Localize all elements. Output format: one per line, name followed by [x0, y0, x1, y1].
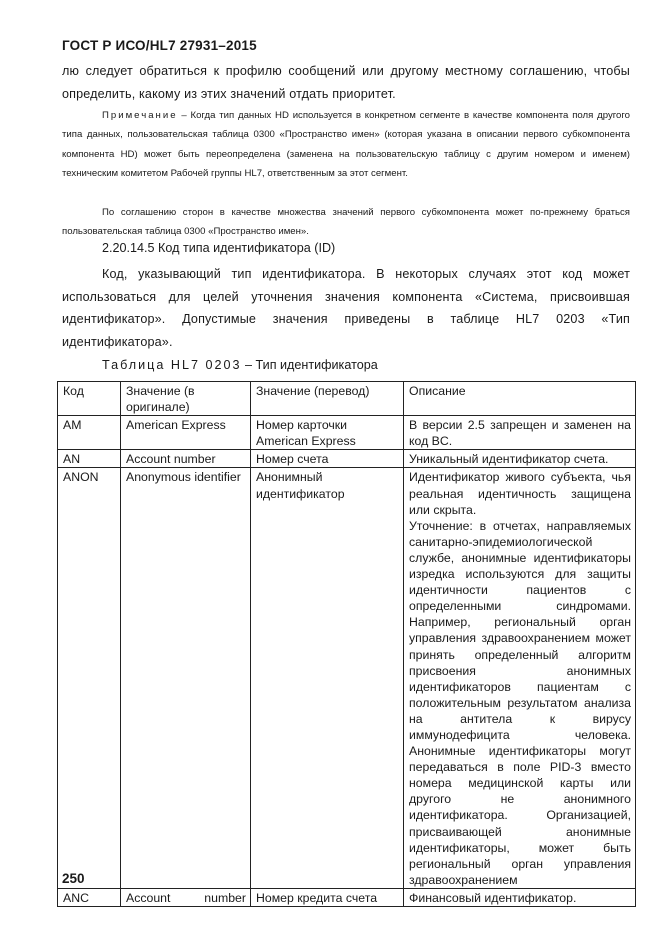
section-heading	[102, 241, 335, 255]
note-text: Когда тип данных HD используется в конкретном сегменте в качестве компонента поля другого типа данных, пользовательская таблица 0300 «Пространство имен» (которая указана в описании первого субкомпонента компонента HD) может быть переопределена (заменена на пользовательскую таблицу с другим номером и именем) техническим комитетом Рабочей группы HL7, ответственным за этот сегмент.	[62, 110, 630, 179]
cell-code: ANON	[58, 468, 121, 888]
cell-description	[404, 468, 636, 888]
column-header-code: Код	[58, 382, 121, 416]
cell-translation: Номер счета	[251, 450, 404, 468]
cell-description: Финансовый идентификатор.	[404, 888, 636, 906]
column-header-original: Значение (в оригинале)	[121, 382, 251, 416]
section-title: Код типа идентификатора (ID)	[158, 241, 336, 255]
continuation-paragraph: лю следует обратиться к профилю сообщений или другому местному соглашению, чтобы определить, какому из этих значений отдать приоритет.	[62, 64, 630, 101]
cell-code: AM	[58, 416, 121, 450]
cell-original: Account number	[121, 888, 251, 906]
table-caption-text: Тип идентификатора	[255, 358, 378, 372]
table-header-row	[58, 382, 636, 416]
cell-code: ANC	[58, 888, 121, 906]
column-header-description: Описание	[404, 382, 636, 416]
cell-code: AN	[58, 450, 121, 468]
table-row	[58, 888, 636, 906]
table-row	[58, 450, 636, 468]
column-header-translation: Значение (перевод)	[251, 382, 404, 416]
note-paragraph	[62, 106, 630, 183]
document-header: ГОСТ Р ИСО/HL7 27931–2015	[62, 38, 257, 53]
note-dash: –	[177, 110, 191, 121]
page-number: 250	[62, 871, 85, 886]
identifier-type-table	[57, 381, 636, 907]
note-label: Примечание	[102, 110, 178, 121]
cell-original: Anonymous identifier	[121, 468, 251, 888]
section-number: 2.20.14.5	[102, 241, 155, 255]
cell-translation: Анонимный идентификатор	[251, 468, 404, 888]
table-caption	[102, 358, 378, 372]
table-caption-label: Таблица HL7 0203	[102, 358, 242, 372]
cell-description: Уникальный идентификатор счета.	[404, 450, 636, 468]
cell-translation: Номер кредита счета	[251, 888, 404, 906]
cell-original: American Express	[121, 416, 251, 450]
intro-paragraph: Код, указывающий тип идентификатора. В некоторых случаях этот код может использоваться для целей уточнения значения компонента «Система, присвоившая идентификатор». Допустимые значения приведены в таблице HL7 0203 «Тип идентификатора».	[62, 267, 630, 349]
cell-description-clarification: Уточнение: в отчетах, направляемых санитарно-эпидемиологической службе, анонимные идентификаторы изредка используются для защиты идентичности пациентов с определенными синдромами. Например, региональный орган управления здравоохранением может принять определенный алгоритм присвоения анонимных идентификаторов пациентам с положительным результатом анализа на антитела к вирусу иммунодефицита человека. Анонимные идентификаторы могут передаваться в поле PID-3 вместо номера медицинской карты или другого не анонимного идентификатора. Организацией, присваивающей анонимные идентификаторы, может быть региональный орган управления здравоохранением	[409, 518, 631, 887]
cell-description-main: Идентификатор живого субъекта, чья реальная идентичность защищена или скрыта.	[409, 470, 631, 517]
cell-description: В версии 2.5 запрещен и заменен на код BC.	[404, 416, 636, 450]
cell-original: Account number	[121, 450, 251, 468]
table-caption-sep: –	[241, 358, 256, 372]
cell-translation: Номер карточки American Express	[251, 416, 404, 450]
table-row	[58, 468, 636, 888]
table-row	[58, 416, 636, 450]
agreement-paragraph: По соглашению сторон в качестве множества значений первого субкомпонента может по-прежнему браться пользовательская таблица 0300 «Пространство имен».	[62, 207, 630, 238]
